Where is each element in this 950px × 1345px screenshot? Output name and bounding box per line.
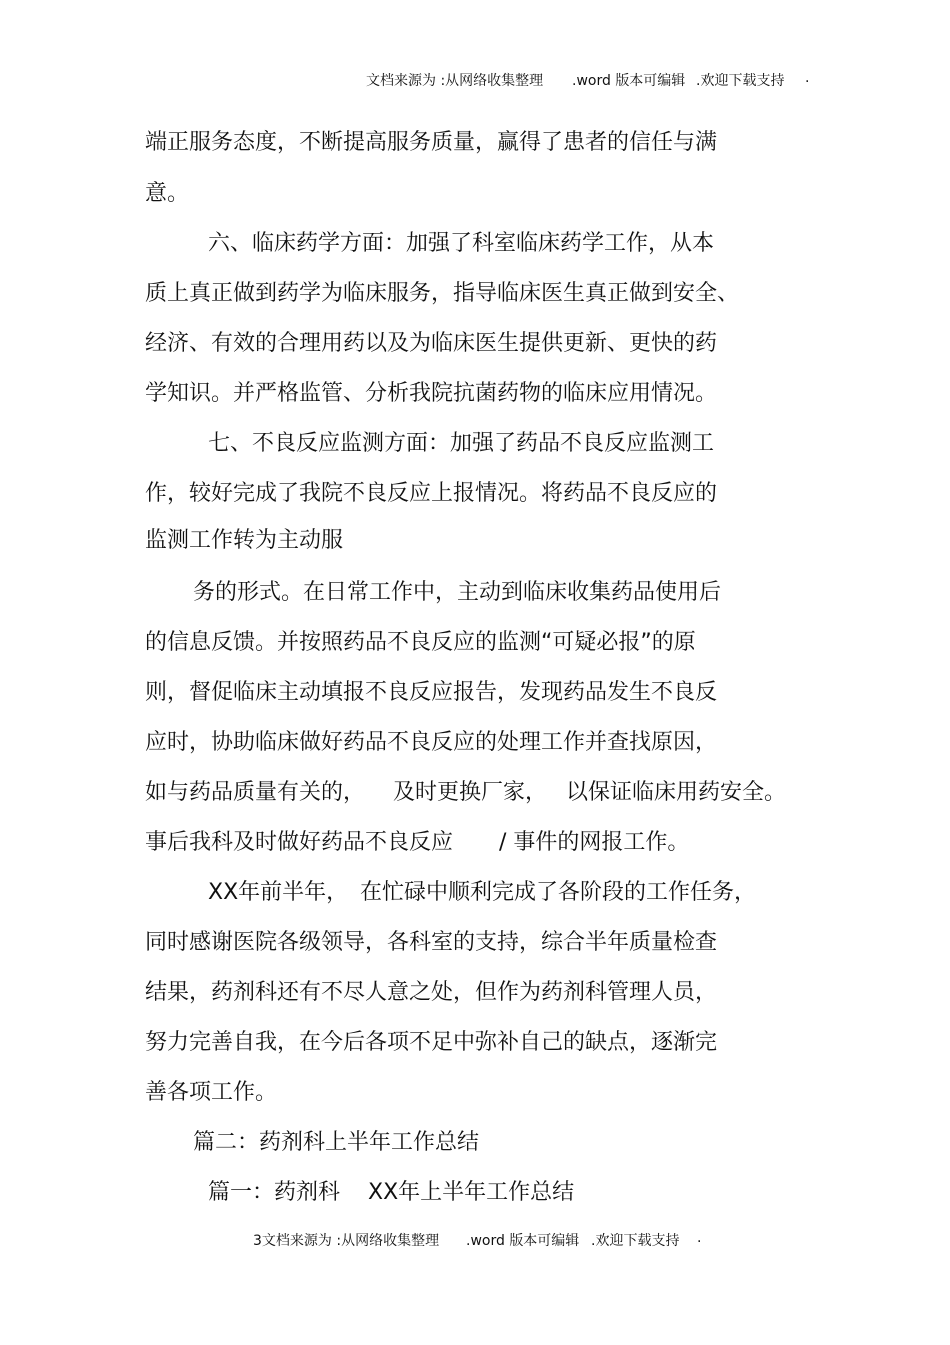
header-word-editable: .word 版本可编辑 bbox=[572, 73, 686, 89]
text-segment: XX年前半年， bbox=[208, 880, 349, 905]
text-segment: 如与药品质量有关的， bbox=[145, 780, 366, 805]
footer-dot: . bbox=[697, 1230, 702, 1246]
text-segment: / 事件的网报工作。 bbox=[499, 830, 690, 855]
body-line: 则，督促临床主动填报不良反应报告，发现药品发生不良反 bbox=[145, 680, 718, 705]
footer-source: 3文档来源为 :从网络收集整理 bbox=[253, 1233, 440, 1249]
body-line: 质上真正做到药学为临床服务，指导临床医生真正做到安全、 bbox=[145, 281, 740, 306]
footer-word-editable: .word 版本可编辑 bbox=[466, 1233, 580, 1249]
section-seven-heading: 七、不良反应监测方面：加强了药品不良反应监测工 bbox=[208, 431, 715, 456]
footer-welcome: .欢迎下载支持 bbox=[591, 1233, 680, 1249]
body-line: 监测工作转为主动服 bbox=[145, 528, 344, 553]
body-line: 务的形式。在日常工作中，主动到临床收集药品使用后 bbox=[193, 580, 722, 605]
body-line: 作，较好完成了我院不良反应上报情况。将药品不良反应的 bbox=[145, 481, 718, 506]
body-line: 的信息反馈。并按照药品不良反应的监测“可疑必报”的原 bbox=[145, 630, 696, 655]
body-line: 经济、有效的合理用药以及为临床医生提供更新、更快的药 bbox=[145, 331, 718, 356]
body-line: 结果，药剂科还有不尽人意之处，但作为药剂科管理人员， bbox=[145, 980, 718, 1005]
body-line: 善各项工作。 bbox=[145, 1080, 278, 1105]
body-line: 同时感谢医院各级领导，各科室的支持，综合半年质量检查 bbox=[145, 930, 718, 955]
header-dot: . bbox=[805, 70, 810, 86]
text-segment: 及时更换厂家， bbox=[393, 780, 548, 805]
body-line: 意。 bbox=[145, 181, 190, 206]
body-line: 应时，协助临床做好药品不良反应的处理工作并查找原因， bbox=[145, 730, 718, 755]
text-segment: 以保证临床用药安全。 bbox=[566, 780, 787, 805]
text-segment: 事后我科及时做好药品不良反应 bbox=[145, 830, 454, 855]
article-two-title: 篇二：药剂科上半年工作总结 bbox=[193, 1130, 480, 1155]
header-welcome: .欢迎下载支持 bbox=[696, 73, 785, 89]
section-six-heading: 六、临床药学方面：加强了科室临床药学工作，从本 bbox=[208, 231, 715, 256]
body-line: 努力完善自我，在今后各项不足中弥补自己的缺点，逐渐完 bbox=[145, 1030, 718, 1055]
text-segment: 篇一：药剂科 bbox=[208, 1180, 341, 1205]
body-line: 端正服务态度，不断提高服务质量，赢得了患者的信任与满 bbox=[145, 130, 718, 155]
body-line: 学知识。并严格监管、分析我院抗菌药物的临床应用情况。 bbox=[145, 381, 718, 406]
text-segment: 在忙碌中顺利完成了各阶段的工作任务， bbox=[360, 880, 757, 905]
text-segment: XX年上半年工作总结 bbox=[368, 1180, 575, 1205]
header-source: 文档来源为 :从网络收集整理 bbox=[366, 73, 544, 89]
